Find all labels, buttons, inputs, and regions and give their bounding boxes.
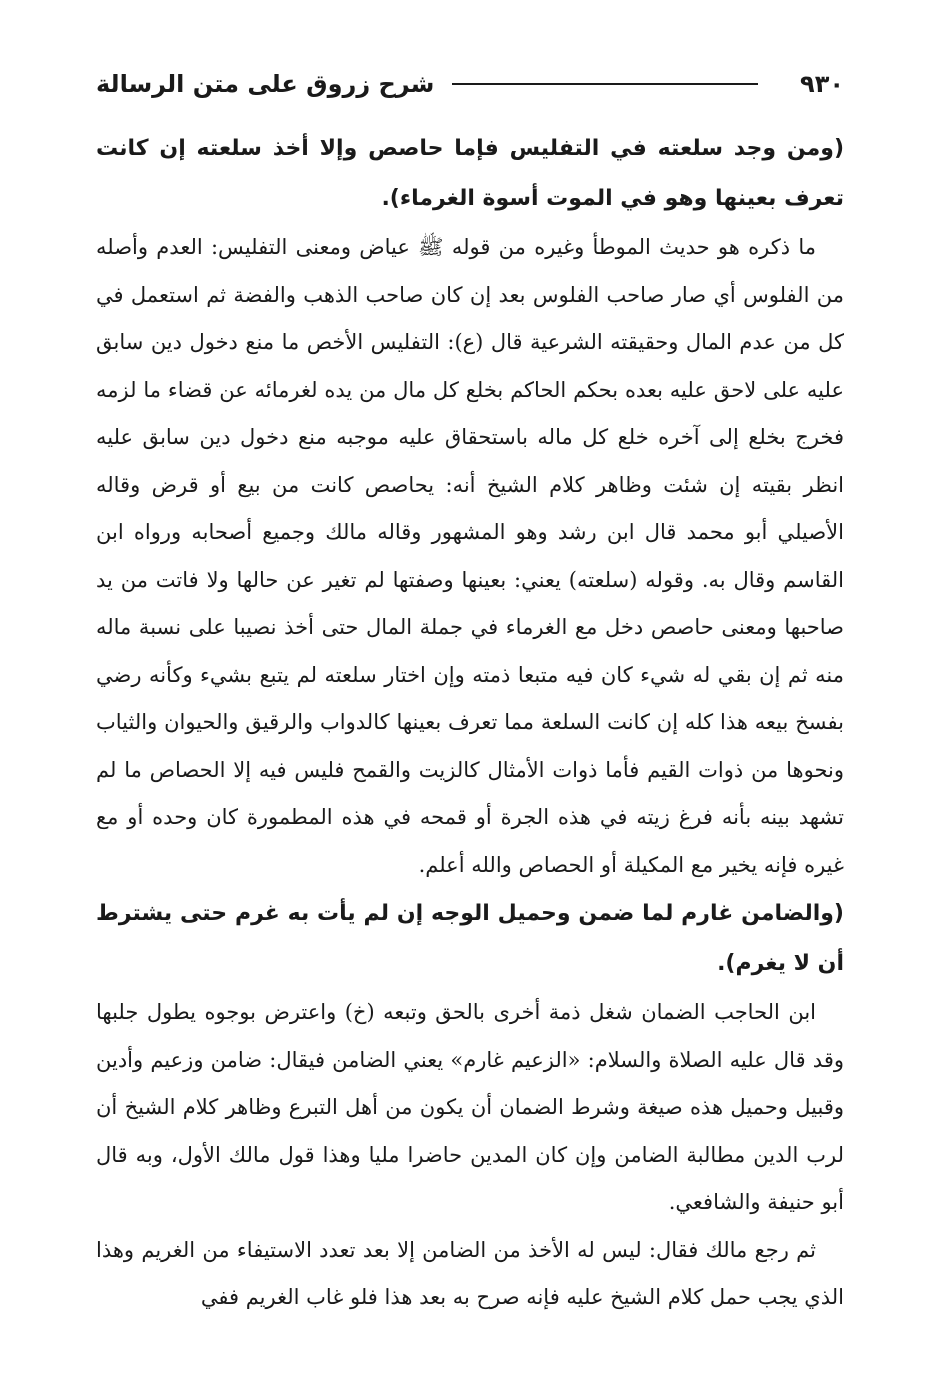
commentary-paragraph-2: ابن الحاجب الضمان شغل ذمة أخرى بالحق وتبعه (خ) واعترض بوجوه يطول جلبها وقد قال عليه الصلاة والسلام: «الزعيم غارم» يعني الضامن فيقال: ضامن وزعيم وأدين وقبيل وحميل هذه صيغة وشرط الضمان أن يكون من أهل التبرع وظاهر كلام الشيخ أن لرب الدين مطالبة الضامن وإن كان المدين حاضرا مليا وهذا قول مالك الأول، وبه قال أبو حنيفة والشافعي. — [96, 1000, 844, 1214]
commentary-paragraph-1: ما ذكره هو حديث الموطأ وغيره من قوله ﷺ عياض ومعنى التفليس: العدم وأصله من الفلوس أي صار صاحب الفلوس بعد إن كان صاحب الذهب والفضة ثم استعمل في كل من عدم المال وحقيقته الشرعية قال (ع): التفليس الأخص ما منع دخول دين سابق عليه على لاحق عليه بعده بحكم الحاكم بخلع كل مال من يده لغرمائه عن قضاء ما لزمه فخرج بخلع إلى آخره خلع كل ماله باستحقاق عليه موجبه منع دخول دين سابق عليه انظر بقيته إن شئت وظاهر كلام الشيخ أنه: يحاصص كانت من بيع أو قرض وقاله الأصيلي أبو محمد قال ابن رشد وهو المشهور وقاله مالك وجميع أصحابه ورواه ابن القاسم وقال به. وقوله (سلعته) يعني: بعينها وصفتها لم تغير عن حالها ولا فاتت من يد صاحبها ومعنى حاصص دخل مع الغرماء في جملة المال حتى أخذ نصيبا على نسبة ماله منه ثم إن بقي له شيء كان فيه متبعا ذمته وإن اختار سلعته لم يتبع بشيء وكأنه رضي بفسخ بيعه هذا كله إن كانت السلعة مما تعرف بعينها كالدواب والرقيق والحيوان والثياب ونحوها من ذوات القيم فأما ذوات الأمثال كالزيت والقمح فليس فيه إلا الحصاص ما لم تشهد بينه بأنه فرغ زيته في هذه الجرة أو قمحه في هذه المطمورة كان وحده أو مع غيره فإنه يخير مع المكيلة أو الحصاص والله أعلم. — [96, 235, 844, 877]
page-content — [96, 124, 844, 1322]
running-title: شرح زروق على متن الرسالة — [96, 70, 435, 98]
commentary-paragraph-3: ثم رجع مالك فقال: ليس له الأخذ من الضامن إلا بعد تعدد الاستيفاء من الغريم وهذا الذي يجب حمل كلام الشيخ عليه فإنه صرح به بعد هذا فلو غاب الغريم ففي — [96, 1237, 844, 1309]
matn-text-1: (ومن وجد سلعته في التفليس فإما حاصص وإلا أخذ سلعته إن كانت تعرف بعينها وهو في الموت أسوة الغرماء). — [96, 136, 844, 211]
header-rule — [452, 83, 758, 85]
page-number: ٩٣٠ — [800, 70, 844, 98]
matn-text-2: (والضامن غارم لما ضمن وحميل الوجه إن لم يأت به غرم حتى يشترط أن لا يغرم). — [96, 901, 844, 976]
page-header — [96, 66, 844, 102]
